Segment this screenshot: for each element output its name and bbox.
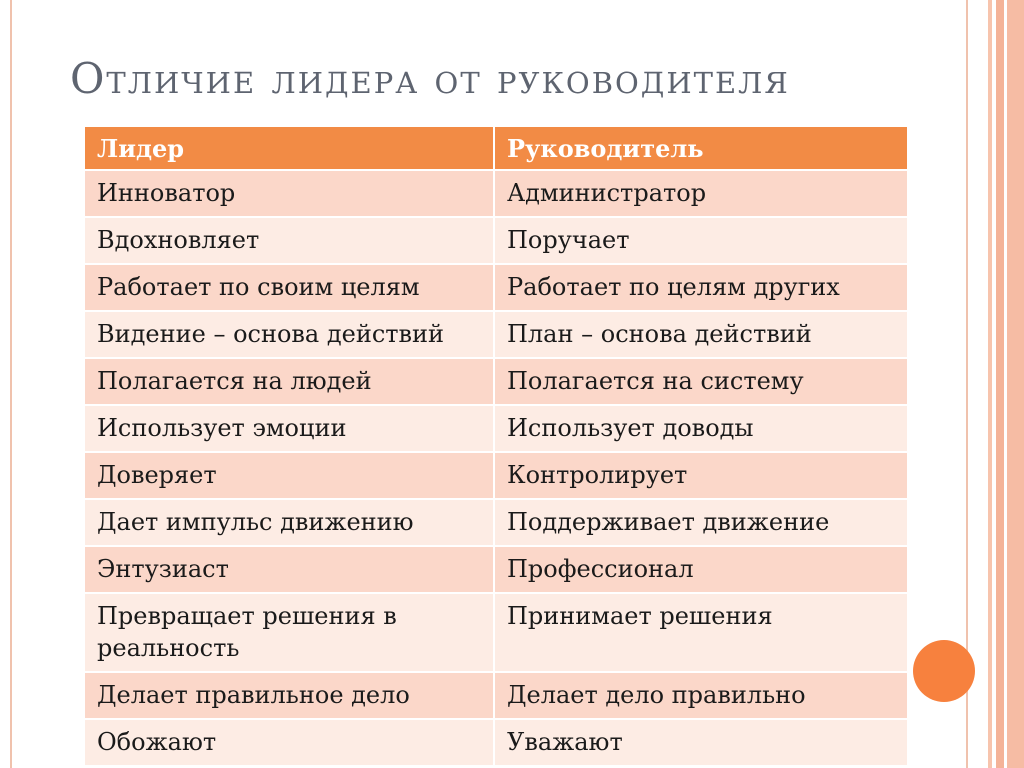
manager-cell: Делает дело правильно — [495, 671, 907, 718]
manager-cell: Работает по целям других — [495, 263, 907, 310]
table-row — [85, 671, 907, 718]
leader-cell: Дает импульс движению — [85, 498, 495, 545]
table-row — [85, 357, 907, 404]
manager-cell: Контролирует — [495, 451, 907, 498]
manager-cell: Уважают — [495, 718, 907, 765]
decorative-orange-circle — [913, 640, 975, 702]
leader-cell: Энтузиаст — [85, 545, 495, 592]
manager-cell: Поручает — [495, 216, 907, 263]
leader-cell: Инноватор — [85, 169, 495, 216]
manager-cell: Использует доводы — [495, 404, 907, 451]
table-row — [85, 263, 907, 310]
leader-cell: Обожают — [85, 718, 495, 765]
manager-cell: План – основа действий — [495, 310, 907, 357]
leader-cell: Работает по своим целям — [85, 263, 495, 310]
table-row — [85, 718, 907, 765]
table-row — [85, 216, 907, 263]
slide-title: Отличие лидера от руководителя — [70, 54, 790, 103]
header-leader: Лидер — [85, 127, 495, 169]
comparison-table — [85, 127, 907, 765]
table-row — [85, 451, 907, 498]
leader-cell: Полагается на людей — [85, 357, 495, 404]
table-row — [85, 169, 907, 216]
decorative-side-bars — [988, 0, 1024, 768]
leader-cell: Превращает решения в реальность — [85, 592, 495, 671]
manager-cell: Поддерживает движение — [495, 498, 907, 545]
manager-cell: Администратор — [495, 169, 907, 216]
leader-cell: Делает правильное дело — [85, 671, 495, 718]
manager-cell: Профессионал — [495, 545, 907, 592]
table-row — [85, 498, 907, 545]
table-row — [85, 310, 907, 357]
table-row — [85, 592, 907, 671]
table-row — [85, 545, 907, 592]
leader-cell: Вдохновляет — [85, 216, 495, 263]
header-manager: Руководитель — [495, 127, 907, 169]
leader-cell: Доверяет — [85, 451, 495, 498]
leader-cell: Использует эмоции — [85, 404, 495, 451]
manager-cell: Полагается на систему — [495, 357, 907, 404]
table-row — [85, 404, 907, 451]
leader-cell: Видение – основа действий — [85, 310, 495, 357]
manager-cell: Принимает решения — [495, 592, 907, 671]
left-frame-line — [10, 0, 12, 768]
table-header-row — [85, 127, 907, 169]
